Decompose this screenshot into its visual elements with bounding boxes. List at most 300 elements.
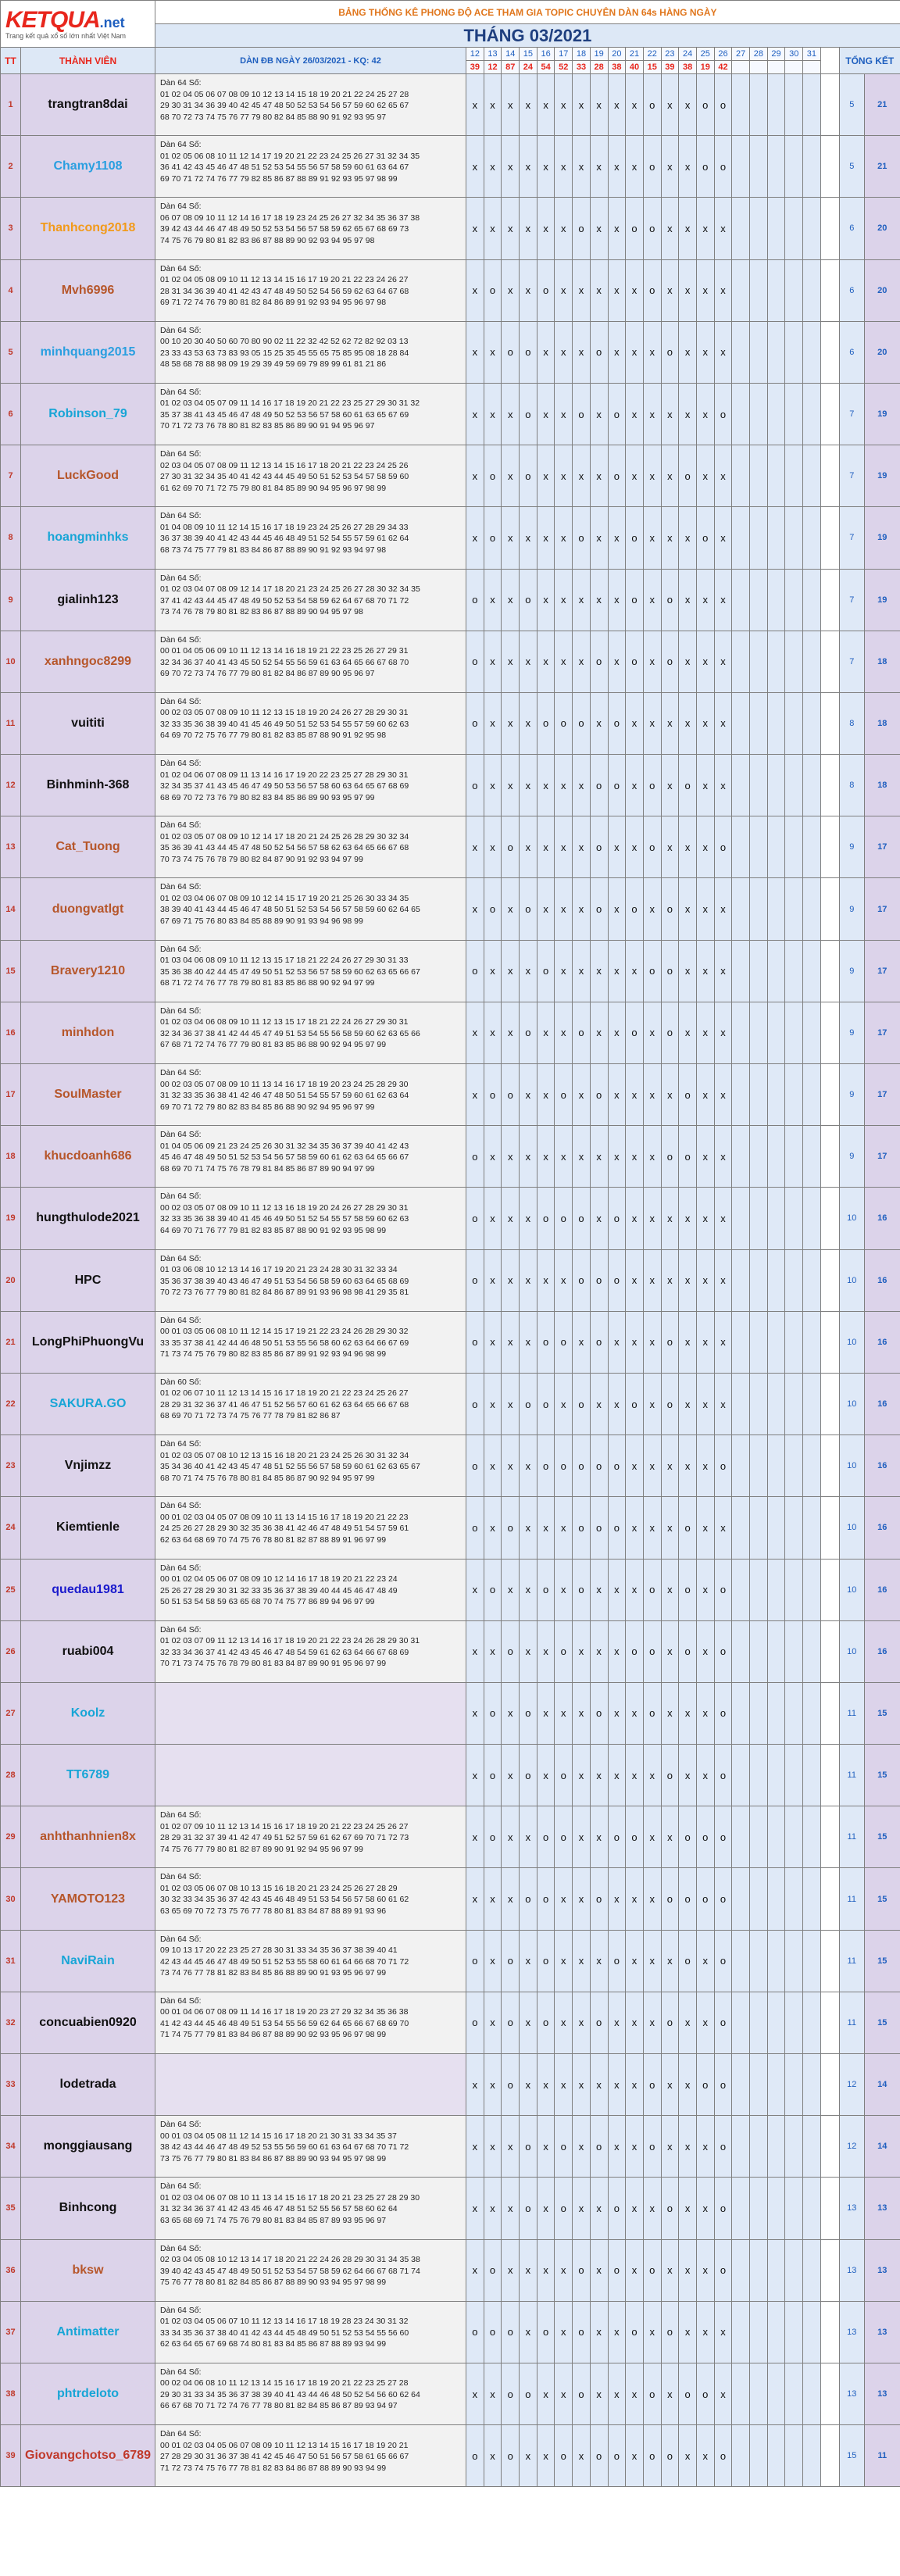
day-mark: o [520, 321, 538, 383]
member-name: SAKURA.GO [21, 1373, 155, 1434]
day-mark: x [714, 321, 732, 383]
day-mark: x [555, 1002, 573, 1063]
day-mark: x [590, 507, 608, 569]
day-mark: x [502, 1373, 520, 1434]
table-row [1, 816, 900, 878]
day-mark [767, 136, 785, 198]
day-mark: x [608, 136, 626, 198]
day-mark: x [466, 1620, 484, 1682]
day-mark: x [679, 2116, 697, 2178]
dan-title: Dàn 64 Số: [160, 1563, 202, 1573]
row-index: 13 [1, 816, 21, 878]
day-mark: o [643, 74, 661, 136]
row-index: 24 [1, 1497, 21, 1559]
day-mark: x [484, 692, 502, 754]
day-mark: x [520, 1806, 538, 1868]
day-mark: x [520, 1311, 538, 1373]
table-row [1, 2178, 900, 2239]
day-mark: x [484, 1620, 502, 1682]
day-mark: x [696, 1064, 714, 1126]
day-mark: x [643, 1868, 661, 1930]
row-index: 10 [1, 631, 21, 692]
day-mark [803, 2239, 821, 2301]
day-mark: x [626, 1126, 644, 1188]
day-mark: x [466, 2363, 484, 2424]
day-mark: x [626, 1435, 644, 1497]
result-header: 39 [466, 61, 484, 74]
miss-count: 10 [839, 1373, 864, 1434]
day-mark [767, 1311, 785, 1373]
day-mark: o [714, 1435, 732, 1497]
day-mark: x [696, 1249, 714, 1311]
day-mark [785, 2178, 803, 2239]
day-mark: x [679, 692, 697, 754]
miss-count: 12 [839, 2116, 864, 2178]
day-mark: o [679, 2363, 697, 2424]
day-mark: x [696, 1435, 714, 1497]
day-mark: x [484, 1868, 502, 1930]
day-header: 31 [803, 48, 821, 61]
day-mark [785, 2239, 803, 2301]
day-mark [750, 1868, 768, 1930]
member-name: SoulMaster [21, 1064, 155, 1126]
day-mark: x [661, 1249, 679, 1311]
day-mark [767, 2425, 785, 2487]
member-name: Chamy1108 [21, 136, 155, 198]
day-mark: x [679, 2239, 697, 2301]
day-mark: x [696, 631, 714, 692]
dan-numbers [155, 1806, 466, 1868]
dan-line: 38 42 43 44 46 47 48 49 52 53 55 56 59 60 61 63 64 67 68 70 71 72 [160, 2142, 409, 2153]
dan-title: Dàn 64 Số: [160, 449, 202, 459]
day-mark: x [555, 878, 573, 940]
day-mark: x [484, 1992, 502, 2053]
total-header: TỔNG KẾT [839, 48, 900, 74]
dan-title: Dàn 64 Số: [160, 202, 202, 212]
day-mark [803, 631, 821, 692]
day-mark: x [484, 569, 502, 631]
day-header: 16 [537, 48, 555, 61]
day-mark: x [679, 383, 697, 445]
day-mark: x [679, 74, 697, 136]
day-mark: o [590, 1497, 608, 1559]
row-index: 1 [1, 74, 21, 136]
table-row [1, 1806, 900, 1868]
dan-numbers [155, 2239, 466, 2301]
day-mark [785, 878, 803, 940]
day-mark: x [679, 2178, 697, 2239]
table-row [1, 1188, 900, 1249]
day-mark: x [555, 569, 573, 631]
dan-line: 32 34 36 37 38 41 42 44 45 47 49 51 53 54 55 56 58 59 60 62 63 65 66 [160, 1028, 420, 1038]
day-mark: x [466, 2239, 484, 2301]
day-mark: x [573, 755, 591, 816]
row-index: 37 [1, 2301, 21, 2363]
day-mark: o [714, 1682, 732, 1744]
day-mark: o [466, 755, 484, 816]
dan-line: 01 04 08 09 10 11 12 14 15 16 17 18 19 23 24 25 26 27 28 29 34 33 [160, 522, 409, 532]
day-mark: x [643, 569, 661, 631]
dan-line: 02 03 04 05 08 10 12 13 14 17 18 20 21 22 24 26 28 29 30 31 34 35 38 [160, 2255, 420, 2265]
day-mark: o [537, 1806, 555, 1868]
dan-line: 33 34 35 36 37 38 40 41 42 43 44 45 48 49 50 51 52 53 54 55 56 60 [160, 2328, 409, 2338]
day-mark: x [696, 1497, 714, 1559]
day-header: 15 [520, 48, 538, 61]
spacer-cell [820, 1435, 839, 1497]
day-mark [750, 321, 768, 383]
day-mark: x [679, 1188, 697, 1249]
row-index: 12 [1, 755, 21, 816]
member-name: khucdoanh686 [21, 1126, 155, 1188]
day-mark: x [573, 1806, 591, 1868]
spacer-cell [820, 1064, 839, 1126]
member-name: xanhngoc8299 [21, 631, 155, 692]
day-mark: x [537, 1249, 555, 1311]
day-mark: o [643, 2116, 661, 2178]
day-mark: x [537, 1497, 555, 1559]
day-mark: o [661, 2301, 679, 2363]
dan-line: 61 62 69 70 71 72 75 79 80 81 84 85 89 90 94 95 96 97 98 99 [160, 483, 387, 493]
result-header: 87 [502, 61, 520, 74]
day-mark [803, 1868, 821, 1930]
dan-line: 50 51 53 54 58 59 63 65 68 70 74 75 77 86 89 94 96 97 99 [160, 1597, 375, 1606]
day-mark [803, 569, 821, 631]
day-mark: x [555, 136, 573, 198]
dan-line: 70 71 72 73 76 78 80 81 82 83 85 86 89 90 91 94 95 96 97 [160, 421, 375, 431]
day-mark [785, 136, 803, 198]
day-mark: x [537, 2178, 555, 2239]
day-mark: o [608, 1806, 626, 1868]
total-score: 18 [864, 692, 900, 754]
dan-numbers [155, 631, 466, 692]
day-mark [803, 1002, 821, 1063]
day-mark [785, 1620, 803, 1682]
day-mark [750, 2178, 768, 2239]
day-mark: x [484, 2425, 502, 2487]
spacer-cell [820, 569, 839, 631]
day-mark: o [502, 1064, 520, 1126]
dan-numbers [155, 383, 466, 445]
day-header: 19 [590, 48, 608, 61]
miss-count: 8 [839, 692, 864, 754]
day-mark: x [643, 1311, 661, 1373]
day-mark: o [714, 74, 732, 136]
day-mark [750, 259, 768, 321]
day-mark: x [608, 2054, 626, 2116]
day-mark: x [573, 1311, 591, 1373]
day-mark: x [590, 2301, 608, 2363]
dan-line: 68 71 72 74 76 77 78 79 80 81 83 85 86 88 90 92 94 97 99 [160, 978, 375, 988]
day-mark: o [484, 1559, 502, 1620]
dan-title: Dàn 64 Số: [160, 2367, 202, 2377]
day-mark: x [502, 445, 520, 507]
table-row [1, 259, 900, 321]
member-name: Thanhcong2018 [21, 198, 155, 259]
day-mark: o [466, 2425, 484, 2487]
spacer-cell [820, 1497, 839, 1559]
day-mark: o [661, 1745, 679, 1806]
day-mark: x [573, 321, 591, 383]
day-mark [732, 1868, 750, 1930]
result-header: 39 [661, 61, 679, 74]
day-mark: x [608, 1745, 626, 1806]
total-score: 18 [864, 631, 900, 692]
day-mark: o [626, 2301, 644, 2363]
day-mark: x [626, 1682, 644, 1744]
row-index: 20 [1, 1249, 21, 1311]
day-mark: x [555, 1497, 573, 1559]
day-mark [732, 631, 750, 692]
day-mark: x [520, 1126, 538, 1188]
day-mark [732, 2301, 750, 2363]
dan-title: Dàn 60 Số: [160, 1377, 202, 1387]
member-name: minhdon [21, 1002, 155, 1063]
total-score: 16 [864, 1373, 900, 1434]
day-mark [750, 1682, 768, 1744]
day-mark: o [466, 1249, 484, 1311]
member-name: HPC [21, 1249, 155, 1311]
day-mark: o [661, 1868, 679, 1930]
dan-line: 66 67 68 70 71 72 74 76 77 78 80 81 82 84 85 86 87 89 93 94 97 [160, 2401, 398, 2411]
day-mark: x [502, 1126, 520, 1188]
dan-numbers [155, 1930, 466, 1992]
day-mark: o [502, 1620, 520, 1682]
day-mark: x [590, 74, 608, 136]
dan-title: Dàn 64 Số: [160, 1253, 202, 1263]
dan-line: 64 69 70 72 75 76 77 79 80 81 82 83 85 87 88 90 91 92 95 98 [160, 731, 387, 741]
dan-line: 73 75 76 77 79 80 81 83 84 86 87 88 89 90 93 94 95 97 98 99 [160, 2153, 387, 2163]
logo-tagline: Trang kết quả xổ số lớn nhất Việt Nam [5, 31, 126, 40]
day-mark: o [714, 2116, 732, 2178]
day-mark [732, 1311, 750, 1373]
miss-count: 7 [839, 507, 864, 569]
day-mark [732, 74, 750, 136]
day-mark: x [590, 1373, 608, 1434]
member-name: Giovangchotso_6789 [21, 2425, 155, 2487]
day-mark: x [520, 1620, 538, 1682]
day-mark: x [643, 692, 661, 754]
day-mark: o [626, 631, 644, 692]
day-mark: x [573, 2178, 591, 2239]
day-mark: x [714, 259, 732, 321]
day-mark [732, 2363, 750, 2424]
miss-count: 15 [839, 2425, 864, 2487]
dan-title: Dàn 64 Số: [160, 1130, 202, 1140]
total-score: 18 [864, 755, 900, 816]
table-row [1, 2116, 900, 2178]
dan-line: 32 33 35 36 38 39 40 41 45 46 49 50 51 52 54 55 57 58 59 60 62 63 [160, 1214, 409, 1224]
row-index: 3 [1, 198, 21, 259]
day-mark: o [484, 507, 502, 569]
row-index: 26 [1, 1620, 21, 1682]
dan-line: 00 02 03 05 07 08 09 10 11 12 13 15 18 19 20 24 26 27 28 29 30 31 [160, 708, 409, 718]
member-name: TT6789 [21, 1745, 155, 1806]
tt-header: TT [1, 48, 21, 74]
day-mark: x [484, 2178, 502, 2239]
day-mark: o [537, 1868, 555, 1930]
dan-line: 00 01 02 04 05 06 07 08 09 10 12 14 16 17 18 19 20 21 22 23 24 [160, 1574, 398, 1584]
day-mark: x [643, 1002, 661, 1063]
dan-line: 27 30 31 32 34 35 40 41 42 43 44 45 49 50 51 52 53 54 57 58 59 60 [160, 472, 409, 482]
day-mark: o [502, 2301, 520, 2363]
day-mark [767, 321, 785, 383]
dan-line: 38 39 40 41 43 44 45 46 47 48 50 51 52 53 54 56 57 58 59 60 62 64 65 [160, 905, 420, 915]
day-mark: o [484, 1745, 502, 1806]
day-mark: o [466, 1497, 484, 1559]
result-header: 24 [520, 61, 538, 74]
dan-line: 35 36 38 40 42 44 45 47 49 50 51 52 53 56 57 58 59 60 62 63 65 66 67 [160, 966, 420, 977]
day-mark: o [714, 1930, 732, 1992]
member-name: YAMOTO123 [21, 1868, 155, 1930]
day-mark: o [484, 1064, 502, 1126]
day-mark: x [608, 940, 626, 1002]
day-mark: x [573, 445, 591, 507]
day-mark: x [626, 1497, 644, 1559]
row-index: 6 [1, 383, 21, 445]
day-mark: x [555, 445, 573, 507]
day-mark: x [520, 2054, 538, 2116]
day-header: 23 [661, 48, 679, 61]
dan-line: 28 31 34 36 39 40 41 42 43 47 48 49 50 52 54 56 59 62 63 64 67 68 [160, 286, 409, 296]
spacer-cell [820, 1311, 839, 1373]
day-mark: o [679, 1806, 697, 1868]
day-mark: x [590, 1559, 608, 1620]
table-row [1, 445, 900, 507]
day-mark: x [573, 1126, 591, 1188]
day-mark: o [466, 1992, 484, 2053]
day-mark: x [643, 1435, 661, 1497]
dan-line: 39 42 43 44 46 47 48 49 50 52 53 54 56 57 58 59 62 65 67 68 69 73 [160, 224, 409, 234]
day-mark: o [714, 383, 732, 445]
day-mark: o [573, 2239, 591, 2301]
day-mark: x [679, 1373, 697, 1434]
day-mark [732, 321, 750, 383]
day-mark: x [537, 1620, 555, 1682]
day-mark: x [626, 692, 644, 754]
dan-line: 42 43 44 45 46 47 48 49 50 51 52 53 55 58 60 61 64 66 68 70 71 72 [160, 1956, 409, 1967]
day-mark: o [466, 1126, 484, 1188]
table-row [1, 198, 900, 259]
day-mark: x [555, 816, 573, 878]
day-mark [803, 1311, 821, 1373]
miss-count: 9 [839, 1002, 864, 1063]
day-mark: x [573, 1868, 591, 1930]
day-mark: x [555, 2054, 573, 2116]
member-name: Mvh6996 [21, 259, 155, 321]
row-index: 11 [1, 692, 21, 754]
spacer-cell [820, 1930, 839, 1992]
dan-line: 00 10 20 30 40 50 60 70 80 90 02 11 22 32 42 52 62 72 82 92 03 13 [160, 337, 409, 347]
member-name: hungthulode2021 [21, 1188, 155, 1249]
day-mark [732, 1126, 750, 1188]
dan-numbers [155, 816, 466, 878]
day-mark: x [520, 692, 538, 754]
day-mark: o [679, 1497, 697, 1559]
day-mark: o [573, 1435, 591, 1497]
dan-line: 01 02 03 04 07 08 09 12 14 17 18 20 21 23 24 25 26 27 28 30 32 34 35 [160, 584, 420, 594]
dan-line: 69 70 71 72 79 80 82 83 84 85 86 88 90 92 94 95 96 97 99 [160, 1102, 375, 1112]
dan-line: 29 30 31 34 36 39 40 42 45 47 48 50 52 53 54 56 57 59 60 62 65 67 [160, 101, 409, 110]
miss-count: 9 [839, 1064, 864, 1126]
member-name: trangtran8dai [21, 74, 155, 136]
day-mark: o [679, 1868, 697, 1930]
day-mark: x [661, 1559, 679, 1620]
day-mark: o [679, 445, 697, 507]
table-row [1, 1868, 900, 1930]
dan-numbers [155, 1002, 466, 1063]
day-mark: x [520, 259, 538, 321]
day-mark [732, 1992, 750, 2053]
total-score: 19 [864, 569, 900, 631]
day-mark: x [608, 878, 626, 940]
day-mark: x [643, 2301, 661, 2363]
day-mark: x [537, 755, 555, 816]
miss-count: 10 [839, 1559, 864, 1620]
spacer-cell [820, 1992, 839, 2053]
day-mark: x [537, 321, 555, 383]
total-score: 17 [864, 1126, 900, 1188]
dan-title: Dàn 64 Số: [160, 944, 202, 954]
dan-numbers [155, 940, 466, 1002]
table-row [1, 692, 900, 754]
day-mark: o [466, 631, 484, 692]
member-name: bksw [21, 2239, 155, 2301]
day-mark: x [696, 755, 714, 816]
day-mark: x [502, 2116, 520, 2178]
day-mark: o [696, 136, 714, 198]
day-mark: x [696, 2178, 714, 2239]
day-mark: x [626, 1311, 644, 1373]
miss-count: 7 [839, 569, 864, 631]
day-mark [732, 1373, 750, 1434]
day-mark [785, 1064, 803, 1126]
day-mark [732, 940, 750, 1002]
dan-line: 01 02 03 04 05 06 07 10 11 12 13 14 16 17 18 19 28 23 24 30 31 32 [160, 2317, 409, 2327]
day-mark [785, 383, 803, 445]
day-mark: x [643, 507, 661, 569]
day-mark [767, 1559, 785, 1620]
day-mark: o [714, 2178, 732, 2239]
day-mark: x [714, 940, 732, 1002]
member-name: Bravery1210 [21, 940, 155, 1002]
day-mark: x [714, 2301, 732, 2363]
day-mark: o [679, 1930, 697, 1992]
day-mark: x [484, 755, 502, 816]
day-mark [732, 1435, 750, 1497]
day-mark: x [661, 2116, 679, 2178]
table-row [1, 1992, 900, 2053]
day-mark [803, 1064, 821, 1126]
dan-line: 00 01 03 04 05 08 11 12 14 15 16 17 18 20 21 30 31 33 34 35 37 [160, 2131, 397, 2141]
day-mark: x [502, 2239, 520, 2301]
day-mark: x [484, 1126, 502, 1188]
day-mark: x [573, 1682, 591, 1744]
day-mark [803, 2425, 821, 2487]
table-row [1, 1064, 900, 1126]
day-mark: x [714, 1126, 732, 1188]
day-mark: x [502, 259, 520, 321]
miss-count: 9 [839, 878, 864, 940]
result-header [803, 61, 821, 74]
dan-numbers [155, 1868, 466, 1930]
day-mark: x [714, 445, 732, 507]
day-mark: o [643, 1620, 661, 1682]
row-index: 29 [1, 1806, 21, 1868]
miss-count: 5 [839, 74, 864, 136]
dan-line: 01 02 03 04 06 08 09 10 11 12 13 15 17 18 21 22 24 26 27 29 30 31 [160, 1017, 409, 1027]
result-header [732, 61, 750, 74]
dan-numbers [155, 2425, 466, 2487]
